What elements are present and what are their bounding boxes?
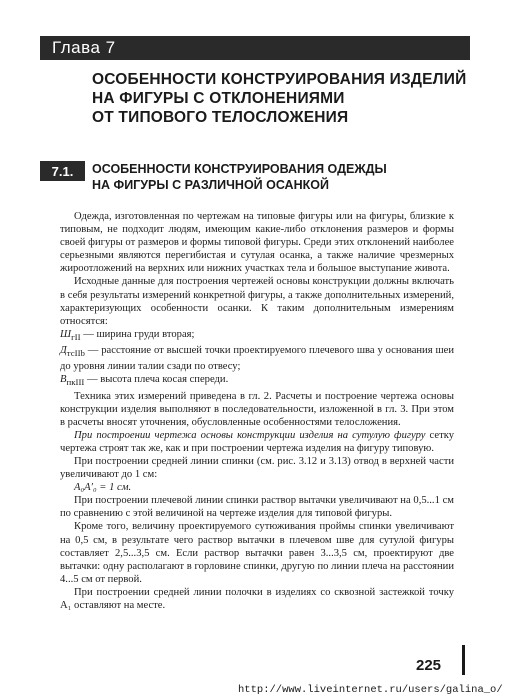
paragraph: Техника этих измерений приведена в гл. 2. Расчеты и построение чертежа основы конструкции изделия выполняют в последовательности, изложенной в гл. 3. При этом в расчеты вносят уточнения, обусловленные особенностями телосложения. xyxy=(60,390,454,428)
italic-lead: При построении чертежа основы конструкции изделия на сутулую фигуру xyxy=(74,429,426,441)
definition-item xyxy=(60,344,454,373)
definition-item xyxy=(60,328,454,344)
section-title-line: ОСОБЕННОСТИ КОНСТРУИРОВАНИЯ ОДЕЖДЫ xyxy=(92,162,387,176)
section-number: 7.1. xyxy=(40,161,85,181)
paragraph: При построении средней линии спинки (см. рис. 3.12 и 3.13) отвод в верхней части увеличивают до 1 см: xyxy=(60,456,454,481)
subscript: гII xyxy=(71,331,81,342)
paragraph: При построении средней линии полочки в изделиях со сквозной застежкой точку А₁ оставляют на месте. xyxy=(60,586,454,612)
symbol: В xyxy=(60,374,67,386)
symbol: Д xyxy=(60,345,67,357)
section-title xyxy=(92,161,472,193)
page-number: 225 xyxy=(416,657,442,674)
definition-item xyxy=(60,373,454,389)
paragraph xyxy=(60,429,454,455)
paragraph-rest: сетку чертежа строят так же, как и при построении чертежа изделия на фигуру типовую. xyxy=(60,429,454,454)
subscript: тсIIb xyxy=(66,348,85,359)
footer-url: http://www.liveinternet.ru/users/galina_o/ xyxy=(238,684,503,696)
body-text xyxy=(60,210,454,612)
chapter-title-line: ОСОБЕННОСТИ КОНСТРУИРОВАНИЯ ИЗДЕЛИЙ xyxy=(92,71,467,88)
paragraph: Исходные данные для построения чертежей основы конструкции должны включать в себя результаты измерений конкретной фигуры, а также дополнительных измерений, характеризующих особенности осанки. К таким дополнительным измерениям относятся: xyxy=(60,276,454,327)
paragraph: Одежда, изготовленная по чертежам на типовые фигуры или на фигуры, близкие к типовым, не подходит людям, имеющим какие-либо отклонения размеров и формы своей фигуры от размеров и формы типовой фигуры. Среди этих отклонений наиболее серьезными являются перегибистая и сутулая осанка, а также наличие чрезмерных жироотложений на верхних или нижних участках тела и большое выступание живота. xyxy=(60,211,454,275)
symbol: Ш xyxy=(60,328,72,340)
definition-text: — ширина груди вторая; xyxy=(80,328,195,340)
definition-text: — высота плеча косая спереди. xyxy=(84,374,229,386)
paragraph: Кроме того, величину проектируемого сутюживания проймы спинки увеличивают на 0,5 см, в результате чего раствор вытачки в плечевом шве для сутулой фигуры составляет 2,5...3,5 см. Если раствор вытачки равен 3...3,5 см, проектируют две вытачки: одну располагают в горловине спинки, другую по линии плеча на расстоянии 4...5 см от первой. xyxy=(60,521,454,585)
paragraph: При построении плечевой линии спинки раствор вытачки увеличивают на 0,5...1 см по сравнению с этой величиной на чертеже изделия для типовой фигуры. xyxy=(60,495,454,520)
definition-text: — расстояние от высшей точки проектируемого плечевого шва у основания шеи до уровня линии талии сзади по отвесу; xyxy=(60,345,454,373)
equation: А₀А′₀ = 1 см. xyxy=(74,482,132,494)
chapter-label: Глава 7 xyxy=(40,36,470,60)
page-number-rule xyxy=(462,645,465,675)
section-title-line: НА ФИГУРЫ С РАЗЛИЧНОЙ ОСАНКОЙ xyxy=(92,178,329,192)
chapter-title-line: ОТ ТИПОВОГО ТЕЛОСЛОЖЕНИЯ xyxy=(92,109,349,126)
chapter-title-line: НА ФИГУРЫ С ОТКЛОНЕНИЯМИ xyxy=(92,90,345,107)
chapter-title xyxy=(92,70,472,127)
subscript: пкIII xyxy=(66,377,85,388)
